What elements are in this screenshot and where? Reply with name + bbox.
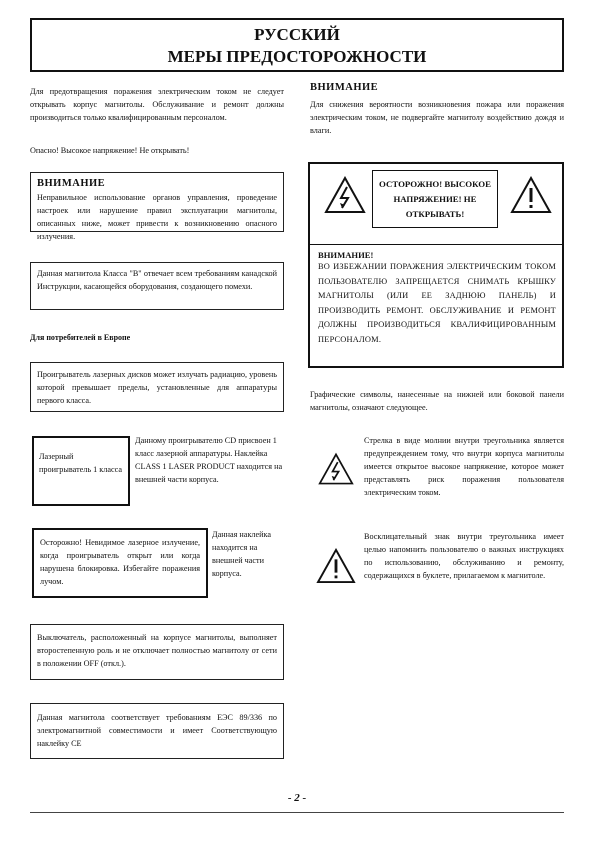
lightning-symbol-text: Стрелка в виде молнии внутри треугольника является предупреждением тому, что внутри корпуса магнитолы имеется открытое высокое напряжение, которое может представлять риск поражения пользователя электрическим током. <box>364 436 564 497</box>
page-title: МЕРЫ ПРЕДОСТОРОЖНОСТИ <box>167 47 427 66</box>
symbols-intro: Графические символы, нанесенные на нижней или боковой панели магнитолы, означают следующее. <box>310 390 564 412</box>
attention-box <box>30 172 284 241</box>
invisible-laser-text: Осторожно! Невидимое лазерное излучение, когда проигрыватель открыт или когда нарушена блокировка. Избегайте поражения лучом. <box>40 538 200 586</box>
language-title: РУССКИЙ <box>254 25 340 44</box>
attention-box-heading: ВНИМАНИЕ <box>37 178 106 189</box>
laser-radiation-box <box>30 362 284 412</box>
laser-class-label <box>32 436 130 506</box>
intro-paragraph: Для предотвращения поражения электрическим током не следует открывать корпус магнитолы. Обслуживание и ремонт должны производиться только квалифицированным персоналом. <box>30 87 284 122</box>
laser-class-description: Данному проигрывателю CD присвоен 1 класс лазерной аппаратуры. Наклейка CLASS 1 LASER PRODUCT находится на внешней части корпуса. <box>135 436 283 484</box>
panel-warning-heading: ВНИМАНИЕ! <box>318 250 374 260</box>
lightning-triangle-icon <box>324 176 366 214</box>
footer-divider <box>30 812 564 813</box>
europe-heading: Для потребителей в Европе <box>30 333 131 342</box>
laser-radiation-text: Проигрыватель лазерных дисков может излучать радиацию, уровень которой превышает пределы, установленные для аппаратуры первого класса. <box>37 370 277 405</box>
high-voltage-warning-panel <box>308 162 564 368</box>
caution-label <box>372 170 498 228</box>
page-title-box <box>30 18 564 72</box>
class-b-text: Данная магнитола Класса "B" отвечает всем требованиям канадской Инструкции, касающейся оборудования, создающего помехи. <box>37 269 277 291</box>
right-attention-heading: ВНИМАНИЕ <box>310 82 379 93</box>
eec-compliance-text: Данная магнитола соответствует требованиям ЕЭС 89/336 по электромагнитной совместимости и имеет Соответствующую наклейку CE <box>37 713 277 748</box>
class-b-box <box>30 262 284 310</box>
panel-divider <box>310 244 562 245</box>
page-number: - 2 - <box>287 792 307 804</box>
right-attention-text: Для снижения вероятности возникновения пожара или поражения электрическим током, не подвергайте магнитолу воздействию дождя и влаги. <box>310 100 564 135</box>
power-switch-text: Выключатель, расположенный на корпусе магнитолы, выполняет второстепенную роль и не отключает полностью магнитолу от сети в положении OFF (откл.). <box>37 633 277 668</box>
eec-compliance-box <box>30 703 284 759</box>
laser-class-label-text: Лазерный проигрыватель 1 класса <box>39 452 123 474</box>
lightning-symbol-icon <box>318 452 354 486</box>
caution-label-text: ОСТОРОЖНО! ВЫСОКОЕ НАПРЯЖЕНИЕ! НЕ ОТКРЫВАТЬ! <box>379 179 491 219</box>
exclamation-symbol-text: Восклицательный знак внутри треугольника имеет целью напомнить пользователю о важных инструкциях по использованию, обслуживанию и ремонту, содержащихся в буклете, прилагаемом к магнитоле. <box>364 532 564 580</box>
exclamation-symbol-icon <box>316 548 356 584</box>
invisible-laser-description: Данная наклейка находится на внешней части корпуса. <box>212 530 272 578</box>
danger-line: Опасно! Высокое напряжение! Не открывать! <box>30 146 190 155</box>
power-switch-box <box>30 624 284 680</box>
invisible-laser-label <box>32 528 208 598</box>
exclamation-triangle-icon <box>510 176 552 214</box>
attention-box-text: Неправильное использование органов управления, проведение настроек или нарушение правил эксплуатации магнитолы, описанных ниже, может привести к возникновению опасного излучения. <box>37 193 277 241</box>
panel-warning-text: ВО ИЗБЕЖАНИИ ПОРАЖЕНИЯ ЭЛЕКТРИЧЕСКИМ ТОКОМ ПОЛЬЗОВАТЕЛЮ ЗАПРЕЩАЕТСЯ СНИМАТЬ КРЫШКУ МАГНИТОЛЫ (ИЛИ ЕЕ ЗАДНЮЮ ПАНЕЛЬ) И ПРОИЗВОДИТЬ РЕМОНТ. ОБСЛУЖИВАНИЕ И РЕМОНТ ДОЛЖНЫ ПРОИЗВОДИТЬСЯ КВАЛИФИЦИРОВАННЫМ ПЕРСОНАЛОМ. <box>318 262 556 344</box>
